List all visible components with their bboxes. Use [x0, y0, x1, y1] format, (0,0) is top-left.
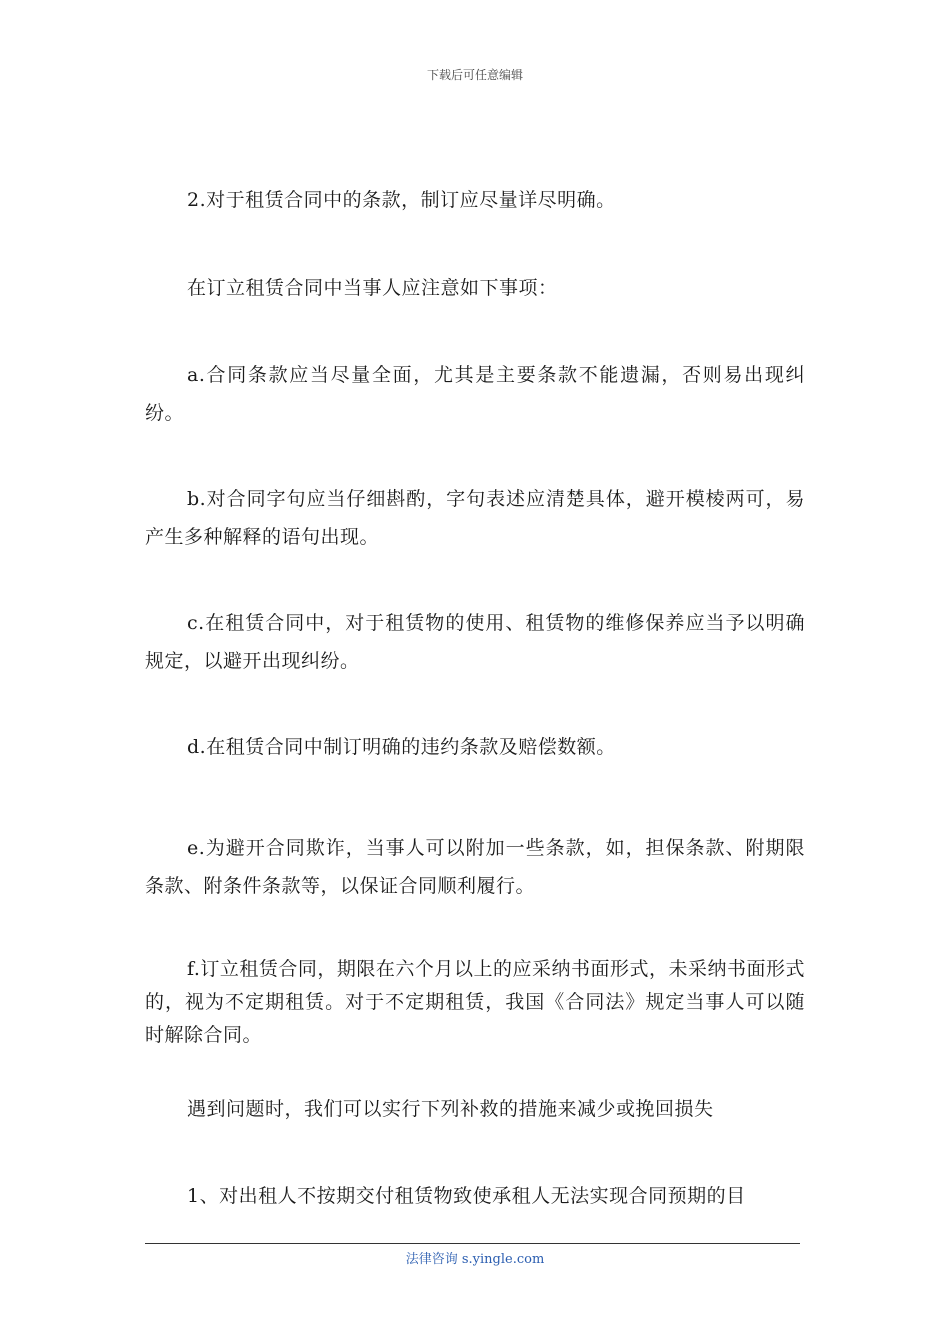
paragraph-item-2: 2.对于租赁合同中的条款，制订应尽量详尽明确。: [187, 189, 616, 211]
page-footer-link[interactable]: 法律咨询 s.yingle.com: [405, 1252, 545, 1267]
page-header: 下载后可任意编辑: [426, 68, 523, 82]
paragraph-remedy-1: 1、对出租人不按期交付租赁物致使承租人无法实现合同预期的目: [187, 1185, 746, 1207]
paragraph-item-a: a.合同条款应当尽量全面，尤其是主要条款不能遗漏，否则易出现纠纷。: [145, 364, 805, 424]
paragraph-item-e: e.为避开合同欺诈，当事人可以附加一些条款，如，担保条款、附期限条款、附条件条款等，以保证合同顺利履行。: [145, 837, 805, 897]
footer-divider: [145, 1243, 800, 1244]
paragraph-item-f: f.订立租赁合同，期限在六个月以上的应采纳书面形式，未采纳书面形式的，视为不定期租赁。对于不定期租赁，我国《合同法》规定当事人可以随时解除合同。: [145, 958, 805, 1046]
paragraph-item-b: b.对合同字句应当仔细斟酌，字句表述应清楚具体，避开模棱两可，易产生多种解释的语句出现。: [145, 488, 805, 548]
paragraph-remedy-intro: 遇到问题时，我们可以实行下列补救的措施来减少或挽回损失: [187, 1098, 714, 1120]
paragraph-item-d: d.在租赁合同中制订明确的违约条款及赔偿数额。: [187, 736, 616, 758]
paragraph-item-c: c.在租赁合同中，对于租赁物的使用、租赁物的维修保养应当予以明确规定，以避开出现纠纷。: [145, 612, 805, 672]
paragraph-notice-intro: 在订立租赁合同中当事人应注意如下事项：: [187, 277, 558, 299]
